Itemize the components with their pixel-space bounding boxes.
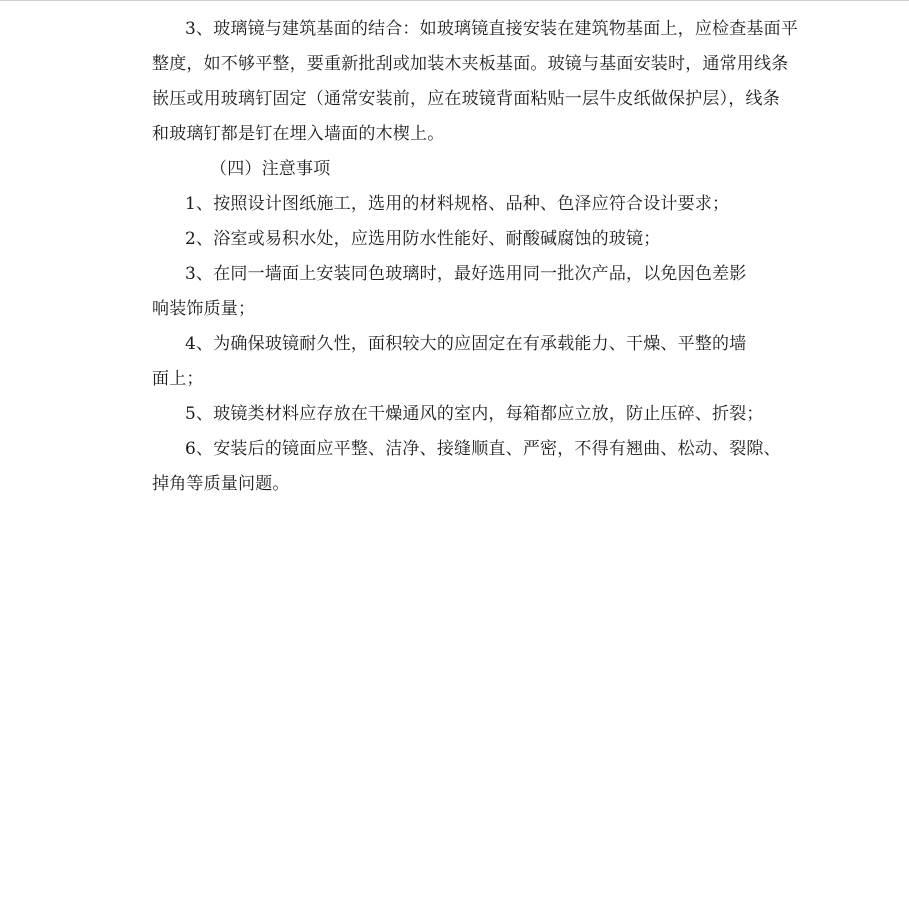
text-line-2: 整度，如不够平整，要重新批刮或加装木夹板基面。玻镜与基面安装时，通常用线条 [152, 54, 789, 74]
list-item-4-continued: 面上； [152, 369, 204, 389]
text-line-3: 嵌压或用玻璃钉固定（通常安装前，应在玻镜背面粘贴一层牛皮纸做保护层），线条 [152, 89, 780, 109]
text-line-1: 3、玻璃镜与建筑基面的结合：如玻璃镜直接安装在建筑物基面上，应检查基面平 [185, 19, 799, 39]
list-item-5: 5、玻镜类材料应存放在干燥通风的室内，每箱都应立放，防止压碎、折裂； [185, 404, 764, 424]
list-item-6-continued: 掉角等质量问题。 [152, 474, 290, 494]
list-item-1: 1、按照设计图纸施工，选用的材料规格、品种、色泽应符合设计要求； [185, 194, 730, 214]
list-item-3-continued: 响装饰质量； [152, 299, 256, 319]
list-item-4: 4、为确保玻镜耐久性，面积较大的应固定在有承载能力、干燥、平整的墙 [185, 334, 747, 354]
list-item-2: 2、浴室或易积水处，应选用防水性能好、耐酸碱腐蚀的玻镜； [185, 229, 661, 249]
text-line-4: 和玻璃钉都是钉在埋入墙面的木楔上。 [152, 124, 445, 144]
list-item-6: 6、安装后的镜面应平整、洁净、接缝顺直、严密，不得有翘曲、松动、裂隙、 [185, 439, 781, 459]
list-item-3: 3、在同一墙面上安装同色玻璃时，最好选用同一批次产品，以免因色差影 [185, 264, 747, 284]
section-heading: （四）注意事项 [210, 159, 331, 179]
